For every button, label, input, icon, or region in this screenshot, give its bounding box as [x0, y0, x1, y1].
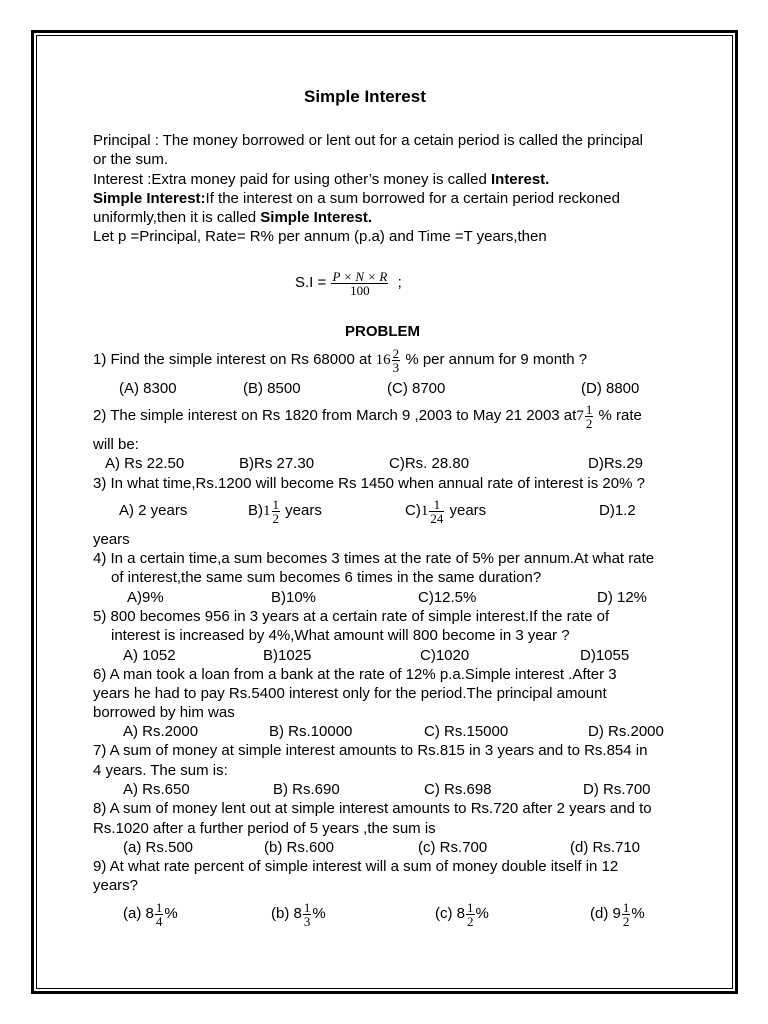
interest-definition: Interest :Extra money paid for using other’s money is called Interest.	[93, 171, 550, 188]
q4-option-b: B)10%	[271, 589, 317, 606]
question-2-cont: will be:	[93, 436, 139, 453]
q1-option-b: (B) 8500	[243, 380, 301, 397]
question-2: 2) The simple interest on Rs 1820 from March 9 ,2003 to May 21 2003 at7 $\frac{1}{2}$ % rate	[93, 401, 642, 431]
q4-option-d: D) 12%	[597, 589, 648, 606]
question-6-cont-2: borrowed by him was	[93, 704, 235, 721]
q4-option-c: C)12.5%	[418, 589, 477, 606]
q3-option-a: A) 2 years	[119, 502, 188, 519]
q3-option-b: B)1 $\frac{1}{2}$ years	[248, 496, 322, 526]
question-8-cont: Rs.1020 after a further period of 5 years ,the sum is	[93, 820, 436, 837]
question-4-cont: of interest,the same sum becomes 6 times in the same duration?	[111, 569, 542, 586]
q5-option-d: D)1055	[580, 647, 630, 664]
q7-option-d: D) Rs.700	[583, 781, 651, 798]
problem-heading: PROBLEM	[345, 323, 420, 340]
question-8: 8) A sum of money lent out at simple interest amounts to Rs.720 after 2 years and to	[93, 800, 652, 817]
question-9-cont: years?	[93, 877, 139, 894]
q2-option-a: A) Rs 22.50	[105, 455, 185, 472]
question-6: 6) A man took a loan from a bank at the rate of 12% p.a.Simple interest .After 3	[93, 666, 617, 683]
q2-option-c: C)Rs. 28.80	[389, 455, 470, 472]
simple-interest-definition-cont: uniformly,then it is called Simple Interest.	[93, 209, 372, 226]
q8-option-c: (c) Rs.700	[418, 839, 488, 856]
q3-option-d: D)1.2	[599, 502, 636, 519]
principal-definition-cont: or the sum.	[93, 151, 169, 168]
variables-line: Let p =Principal, Rate= R% per annum (p.a) and Time =T years,then	[93, 228, 547, 245]
q5-option-b: B)1025	[263, 647, 312, 664]
q2-option-d: D)Rs.29	[588, 455, 644, 472]
q6-option-a: A) Rs.2000	[123, 723, 199, 740]
q3-option-d-cont: years	[93, 531, 130, 548]
q8-option-a: (a) Rs.500	[123, 839, 194, 856]
question-7: 7) A sum of money at simple interest amounts to Rs.815 in 3 years and to Rs.854 in	[93, 742, 648, 759]
q4-option-a: A)9%	[127, 589, 164, 606]
simple-interest-definition: Simple Interest:If the interest on a sum borrowed for a certain period reckoned	[93, 190, 620, 207]
q6-option-b: B) Rs.10000	[269, 723, 353, 740]
q9-option-d: (d) 9 $\frac{1}{2}$ %	[590, 899, 645, 929]
question-9: 9) At what rate percent of simple interest will a sum of money double itself in 12	[93, 858, 619, 875]
question-5-cont: interest is increased by 4%,What amount will 800 become in 3 year ?	[111, 627, 570, 644]
q8-option-d: (d) Rs.710	[570, 839, 641, 856]
q9-option-a: (a) 8 $\frac{1}{4}$ %	[123, 899, 178, 929]
question-3: 3) In what time,Rs.1200 will become Rs 1450 when annual rate of interest is 20% ?	[93, 475, 645, 492]
q7-option-c: C) Rs.698	[424, 781, 492, 798]
q5-option-a: A) 1052	[123, 647, 176, 664]
q7-option-b: B) Rs.690	[273, 781, 340, 798]
q2-option-b: B)Rs 27.30	[239, 455, 315, 472]
q9-option-b: (b) 8 $\frac{1}{3}$ %	[271, 899, 326, 929]
q3-option-c: C)1 $\frac{1}{24}$ years	[405, 496, 487, 526]
q1-option-a: (A) 8300	[119, 380, 177, 397]
q7-option-a: A) Rs.650	[123, 781, 190, 798]
q6-option-c: C) Rs.15000	[424, 723, 509, 740]
question-5: 5) 800 becomes 956 in 3 years at a certain rate of simple interest.If the rate of	[93, 608, 610, 625]
principal-definition: Principal : The money borrowed or lent out for a cetain period is called the principal	[93, 132, 644, 149]
question-1: 1) Find the simple interest on Rs 68000 at 16 $\frac{2}{3}$ % per annum for 9 month ?	[93, 345, 588, 375]
question-7-cont: 4 years. The sum is:	[93, 762, 228, 779]
q1-option-d: (D) 8800	[581, 380, 640, 397]
q8-option-b: (b) Rs.600	[264, 839, 335, 856]
question-6-cont: years he had to pay Rs.5400 interest only for the period.The principal amount	[93, 685, 607, 702]
q5-option-c: C)1020	[420, 647, 470, 664]
si-formula: S.I = $\frac{P \times N \times R}{100}$ ;	[295, 268, 402, 298]
question-4: 4) In a certain time,a sum becomes 3 times at the rate of 5% per annum.At what rate	[93, 550, 655, 567]
q9-option-c: (c) 8 $\frac{1}{2}$ %	[435, 899, 489, 929]
q1-option-c: (C) 8700	[387, 380, 446, 397]
q6-option-d: D) Rs.2000	[588, 723, 664, 740]
page-title: Simple Interest	[304, 87, 426, 106]
